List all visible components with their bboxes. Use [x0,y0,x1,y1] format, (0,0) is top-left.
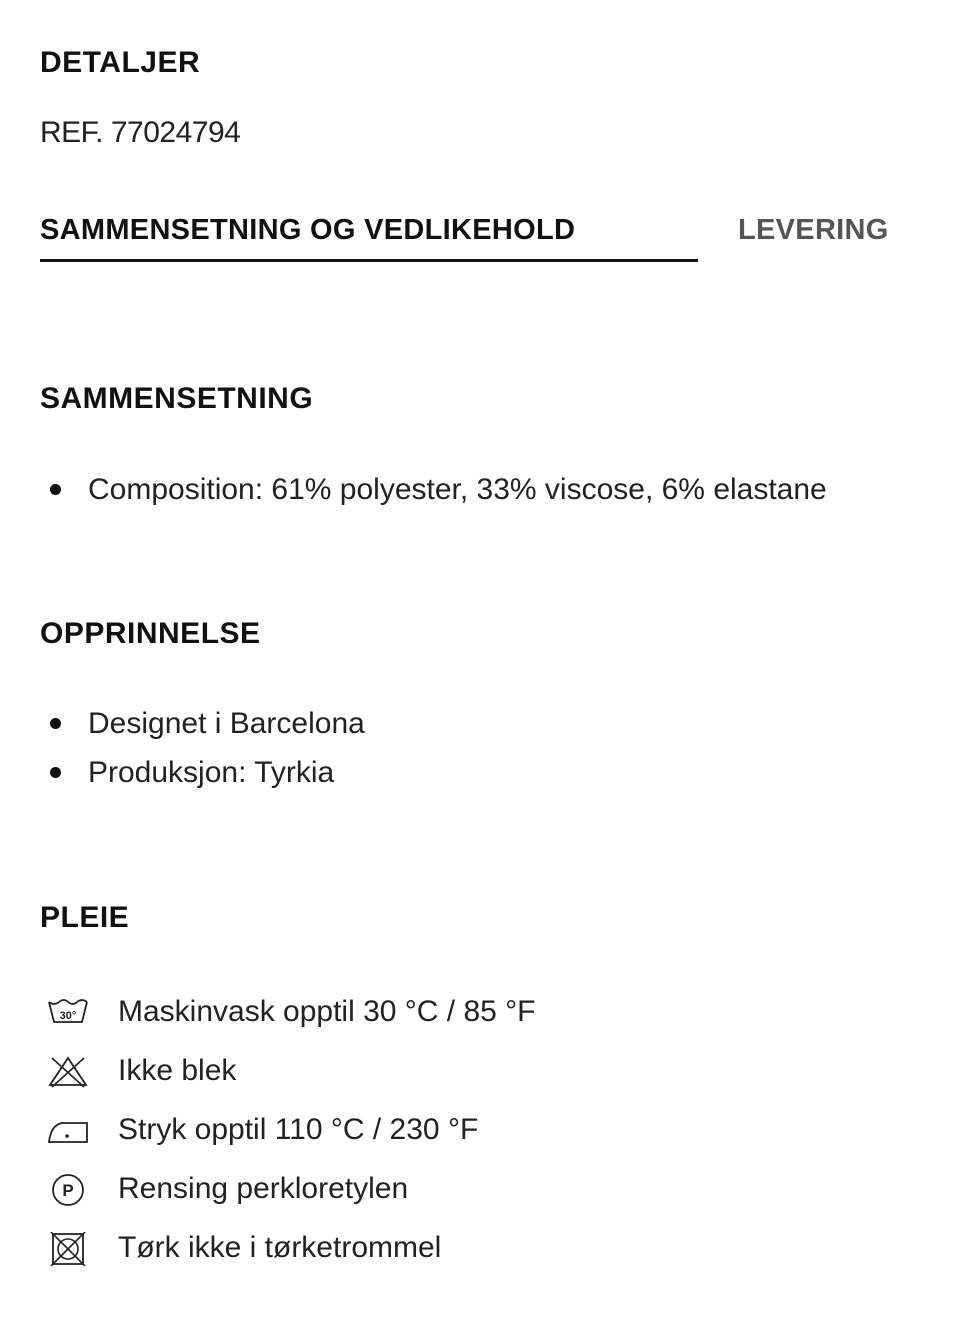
dry-clean-p-icon [46,1173,90,1207]
svg-text:30°: 30° [59,1010,77,1022]
care-item [40,1224,536,1283]
bullet-icon [50,767,61,778]
composition-list [40,465,827,514]
care-item [40,1165,536,1224]
care-item [40,1106,536,1165]
reference-number: REF. 77024794 [40,116,241,149]
tab-delivery[interactable]: LEVERING [738,214,889,246]
list-item [40,699,365,748]
composition-title: SAMMENSETNING [40,382,314,415]
composition-text: Composition: 61% polyester, 33% viscose, 6% elastane [88,473,827,506]
details-tabs [40,214,930,266]
care-label-wash: Maskinvask opptil 30 °C / 85 °F [118,995,536,1028]
list-item [40,748,365,797]
wash-30-icon [46,996,90,1030]
care-label-bleach: Ikke blek [118,1054,237,1087]
care-list [40,988,536,1283]
care-label-tumble-dry: Tørk ikke i tørketrommel [118,1231,442,1264]
svg-text:P: P [62,1181,74,1200]
origin-list [40,699,365,797]
care-title: PLEIE [40,901,130,934]
no-tumble-dry-icon [46,1232,90,1266]
no-bleach-icon [46,1055,90,1089]
origin-design-text: Designet i Barcelona [88,707,365,740]
care-label-dry-clean: Rensing perkloretylen [118,1172,409,1205]
list-item [40,465,827,514]
bullet-icon [50,718,61,729]
care-label-iron: Stryk opptil 110 °C / 230 °F [118,1113,479,1146]
details-title: DETALJER [40,46,201,79]
care-item [40,988,536,1047]
iron-low-icon [46,1114,90,1148]
bullet-icon [50,484,61,495]
care-item [40,1047,536,1106]
origin-title: OPPRINNELSE [40,617,261,650]
origin-production-text: Produksjon: Tyrkia [88,756,335,789]
tab-composition-care[interactable]: SAMMENSETNING OG VEDLIKEHOLD [40,214,698,262]
